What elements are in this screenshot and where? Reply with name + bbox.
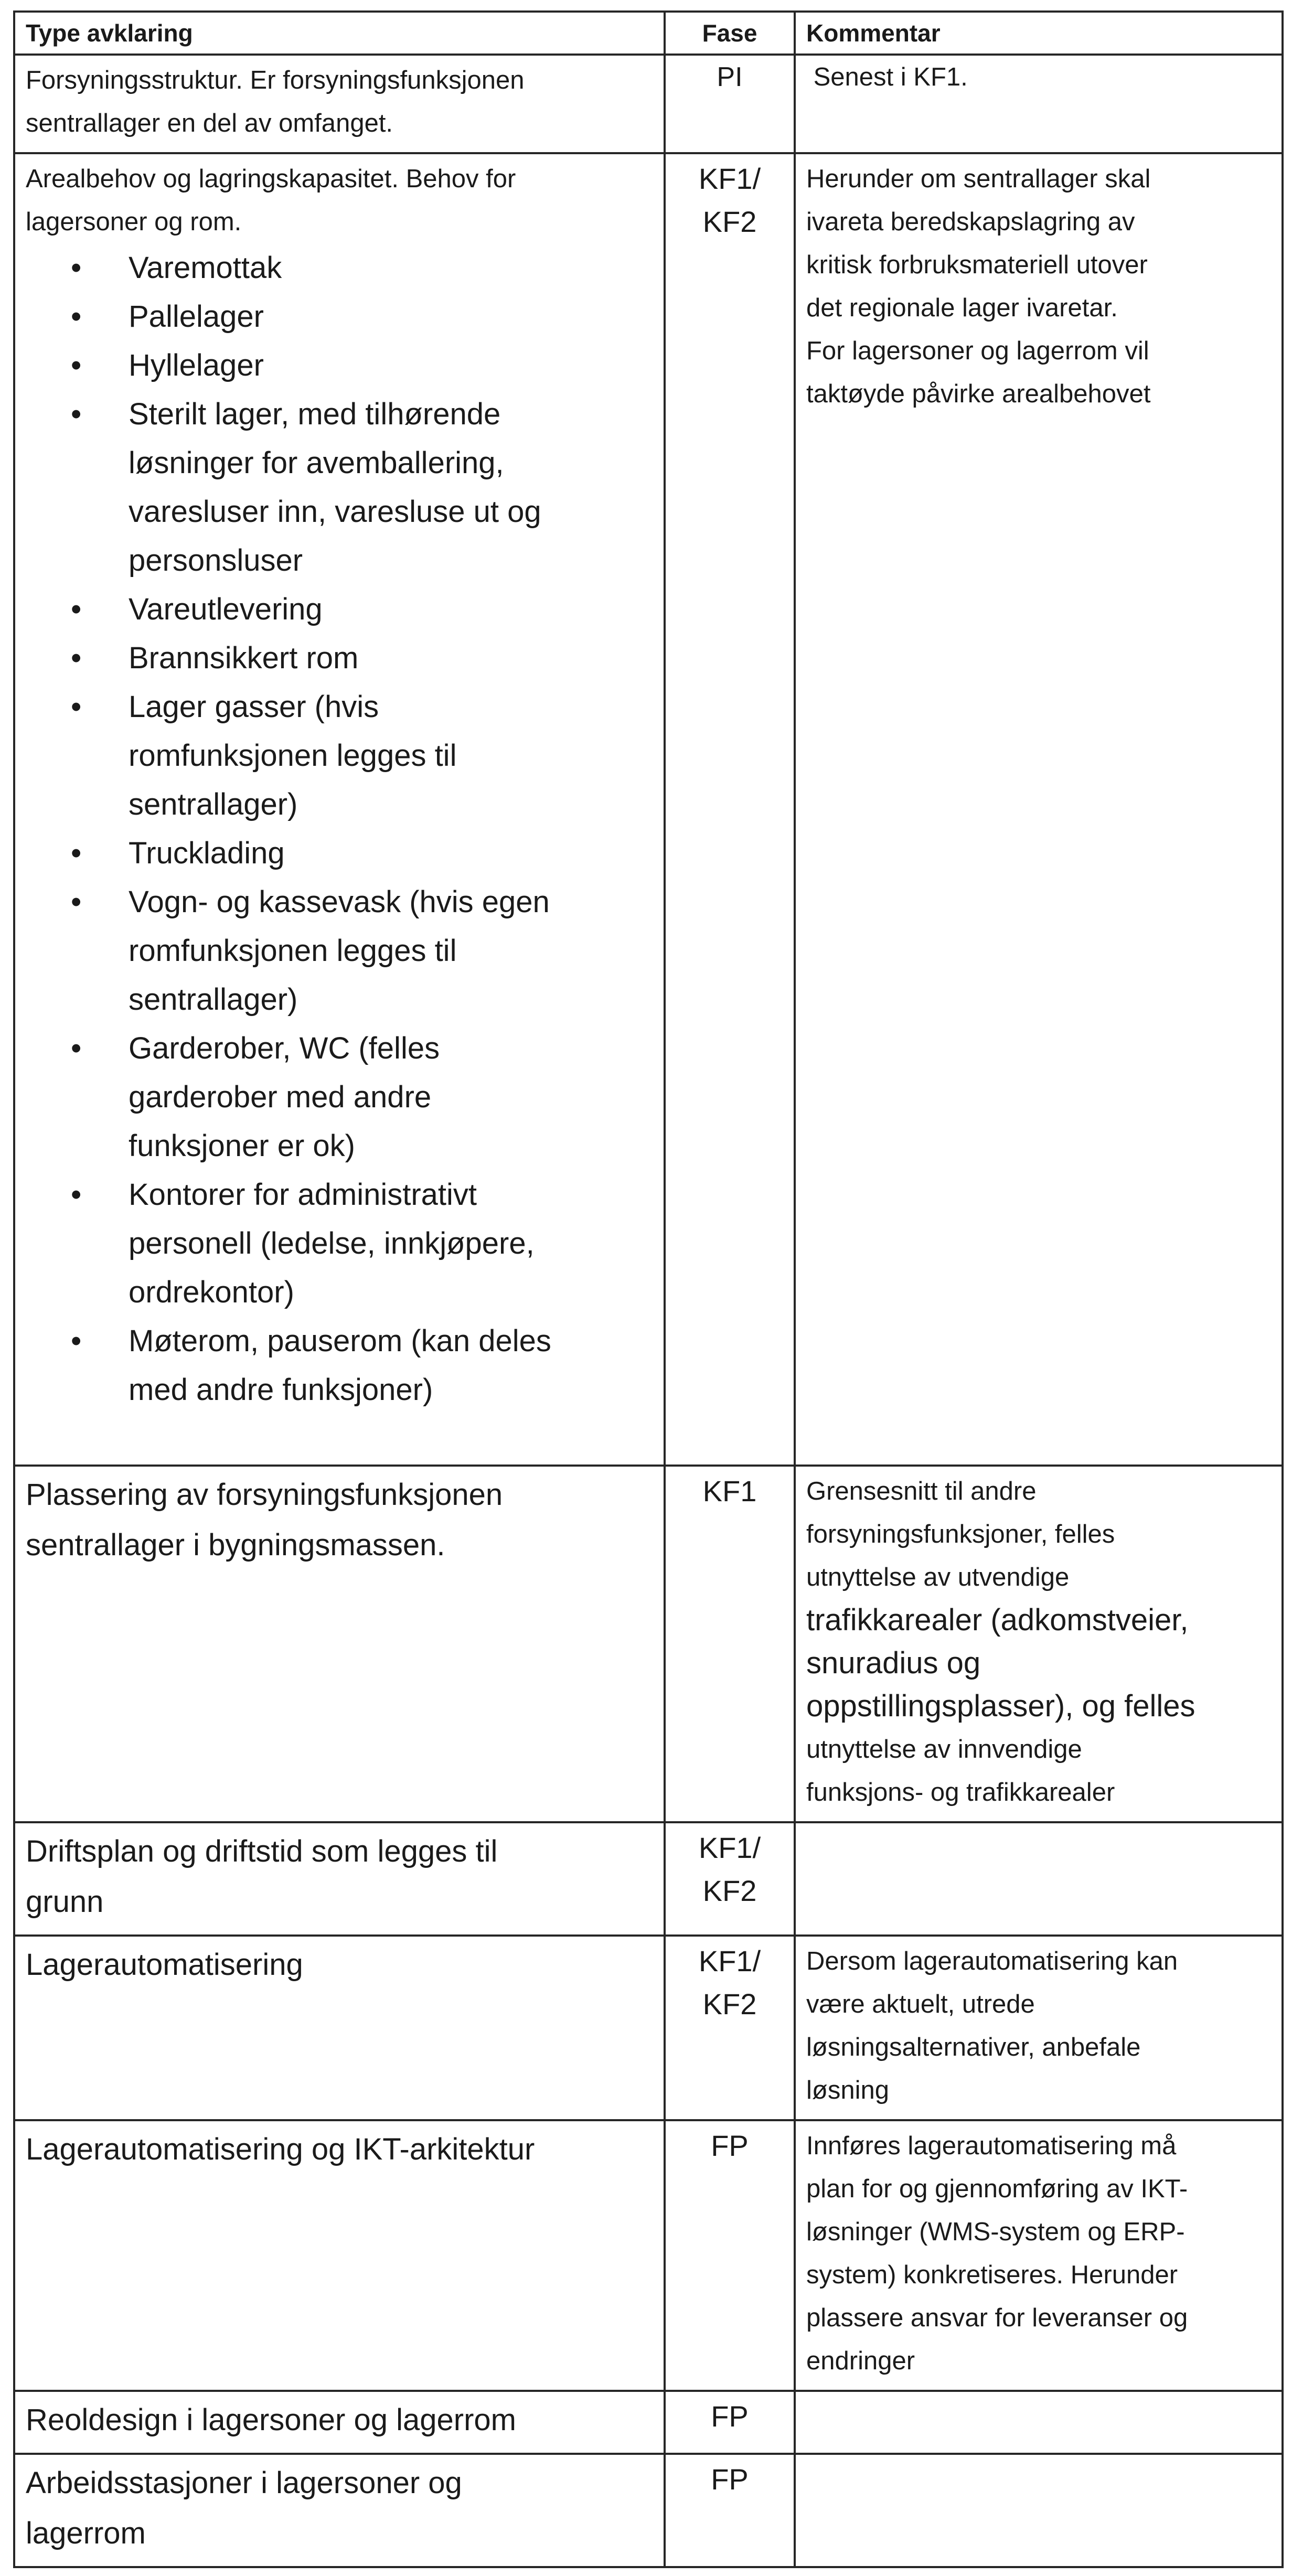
type-cell: Lagerautomatisering og IKT-arkitektur: [14, 2120, 665, 2391]
fase-cell: FP: [665, 2454, 795, 2567]
type-line: Forsyningsstruktur. Er forsyningsfunksjonen: [26, 66, 525, 94]
fase-cell: FP: [665, 2120, 795, 2391]
kommentar-cell: Innføres lagerautomatisering må plan for og gjennomføring av IKT- løsninger (WMS-system og ERP- system) konkretiseres. Herunder plassere ansvar for leveranser og endringer: [795, 2120, 1283, 2391]
kommentar-line: Senest i KF1.: [806, 63, 968, 91]
kommentar-cell: [795, 55, 1283, 153]
list-item: • Garderober, WC (felles garderober med andre funksjoner er ok): [129, 1024, 653, 1170]
type-cell: Arbeidsstasjoner i lagersoner og lagerrom: [14, 2454, 665, 2567]
type-cell: [14, 153, 665, 1466]
table-row: [14, 1466, 1283, 1822]
header-row: [14, 12, 1283, 55]
bullet-icon: •: [71, 300, 82, 334]
type-line: sentrallager en del av omfanget.: [26, 109, 393, 137]
bullet-icon: •: [71, 592, 82, 626]
list-item: • Varemottak: [129, 243, 653, 292]
list-item: • Lager gasser (hvis romfunksjonen legges til sentrallager): [129, 682, 653, 829]
table-row: [14, 2120, 1283, 2391]
kommentar-cell: Herunder om sentrallager skal ivareta beredskapslagring av kritisk forbruksmateriell utover det regionale lager ivaretar. For lagersoner og lagerrom vil taktøyde påvirke arealbehovet: [795, 153, 1283, 1466]
kommentar-cell: [795, 1822, 1283, 1936]
type-line: lagersoner og rom.: [26, 208, 242, 236]
bullet-icon: •: [71, 1324, 82, 1358]
fase-cell: PI: [665, 55, 795, 153]
list-item: • Kontorer for administrativt personell (ledelse, innkjøpere, ordrekontor): [129, 1170, 653, 1317]
bullet-icon: •: [71, 348, 82, 382]
bullet-icon: •: [71, 397, 82, 431]
type-line: Arealbehov og lagringskapasitet. Behov for: [26, 165, 516, 193]
bullet-icon: •: [71, 885, 82, 919]
table-row: [14, 2454, 1283, 2567]
bullet-icon: •: [71, 1178, 82, 1212]
kommentar-cell: [795, 2391, 1283, 2454]
type-cell: [14, 55, 665, 153]
kommentar-cell: Grensesnitt til andre forsyningsfunksjoner, felles utnyttelse av utvendige trafikkarealer (adkomstveier, snuradius og oppstillingsplasser), og felles utnyttelse av innvendige funksjons- og trafikkarealer: [795, 1466, 1283, 1822]
list-item: • Møterom, pauserom (kan deles med andre funksjoner): [129, 1317, 653, 1414]
room-list: [26, 243, 653, 1414]
bullet-icon: •: [71, 1031, 82, 1065]
type-cell: Driftsplan og driftstid som legges til grunn: [14, 1822, 665, 1936]
list-item: • Brannsikkert rom: [129, 634, 653, 682]
table-row: [14, 1936, 1283, 2120]
list-item: • Pallelager: [129, 292, 653, 341]
list-item: • Trucklading: [129, 829, 653, 878]
bullet-icon: •: [71, 251, 82, 285]
kommentar-cell: [795, 2454, 1283, 2567]
list-item: • Hyllelager: [129, 341, 653, 390]
fase-cell: KF1: [665, 1466, 795, 1822]
fase-cell: KF1/ KF2: [665, 1936, 795, 2120]
table-row: [14, 2391, 1283, 2454]
table-row: [14, 1822, 1283, 1936]
header-kommentar: Kommentar: [795, 12, 1283, 55]
table-row: [14, 55, 1283, 153]
bullet-icon: •: [71, 641, 82, 675]
list-item: • Vareutlevering: [129, 585, 653, 634]
kommentar-cell: Dersom lagerautomatisering kan være aktuelt, utrede løsningsalternativer, anbefale løsning: [795, 1936, 1283, 2120]
list-item: • Vogn- og kassevask (hvis egen romfunksjonen legges til sentrallager): [129, 878, 653, 1024]
table-row: [14, 153, 1283, 1466]
type-cell: Lagerautomatisering: [14, 1936, 665, 2120]
fase-cell: KF1/ KF2: [665, 153, 795, 1466]
list-item: • Sterilt lager, med tilhørende løsninger for avemballering, varesluser inn, varesluse ut og personsluser: [129, 390, 653, 585]
type-cell: Reoldesign i lagersoner og lagerrom: [14, 2391, 665, 2454]
bullet-icon: •: [71, 690, 82, 724]
fase-cell: KF1/ KF2: [665, 1822, 795, 1936]
header-fase: Fase: [665, 12, 795, 55]
bullet-icon: •: [71, 836, 82, 870]
fase-cell: FP: [665, 2391, 795, 2454]
avklaring-table: [13, 10, 1284, 2568]
header-type: Type avklaring: [14, 12, 665, 55]
type-cell: Plassering av forsyningsfunksjonen sentrallager i bygningsmassen.: [14, 1466, 665, 1822]
